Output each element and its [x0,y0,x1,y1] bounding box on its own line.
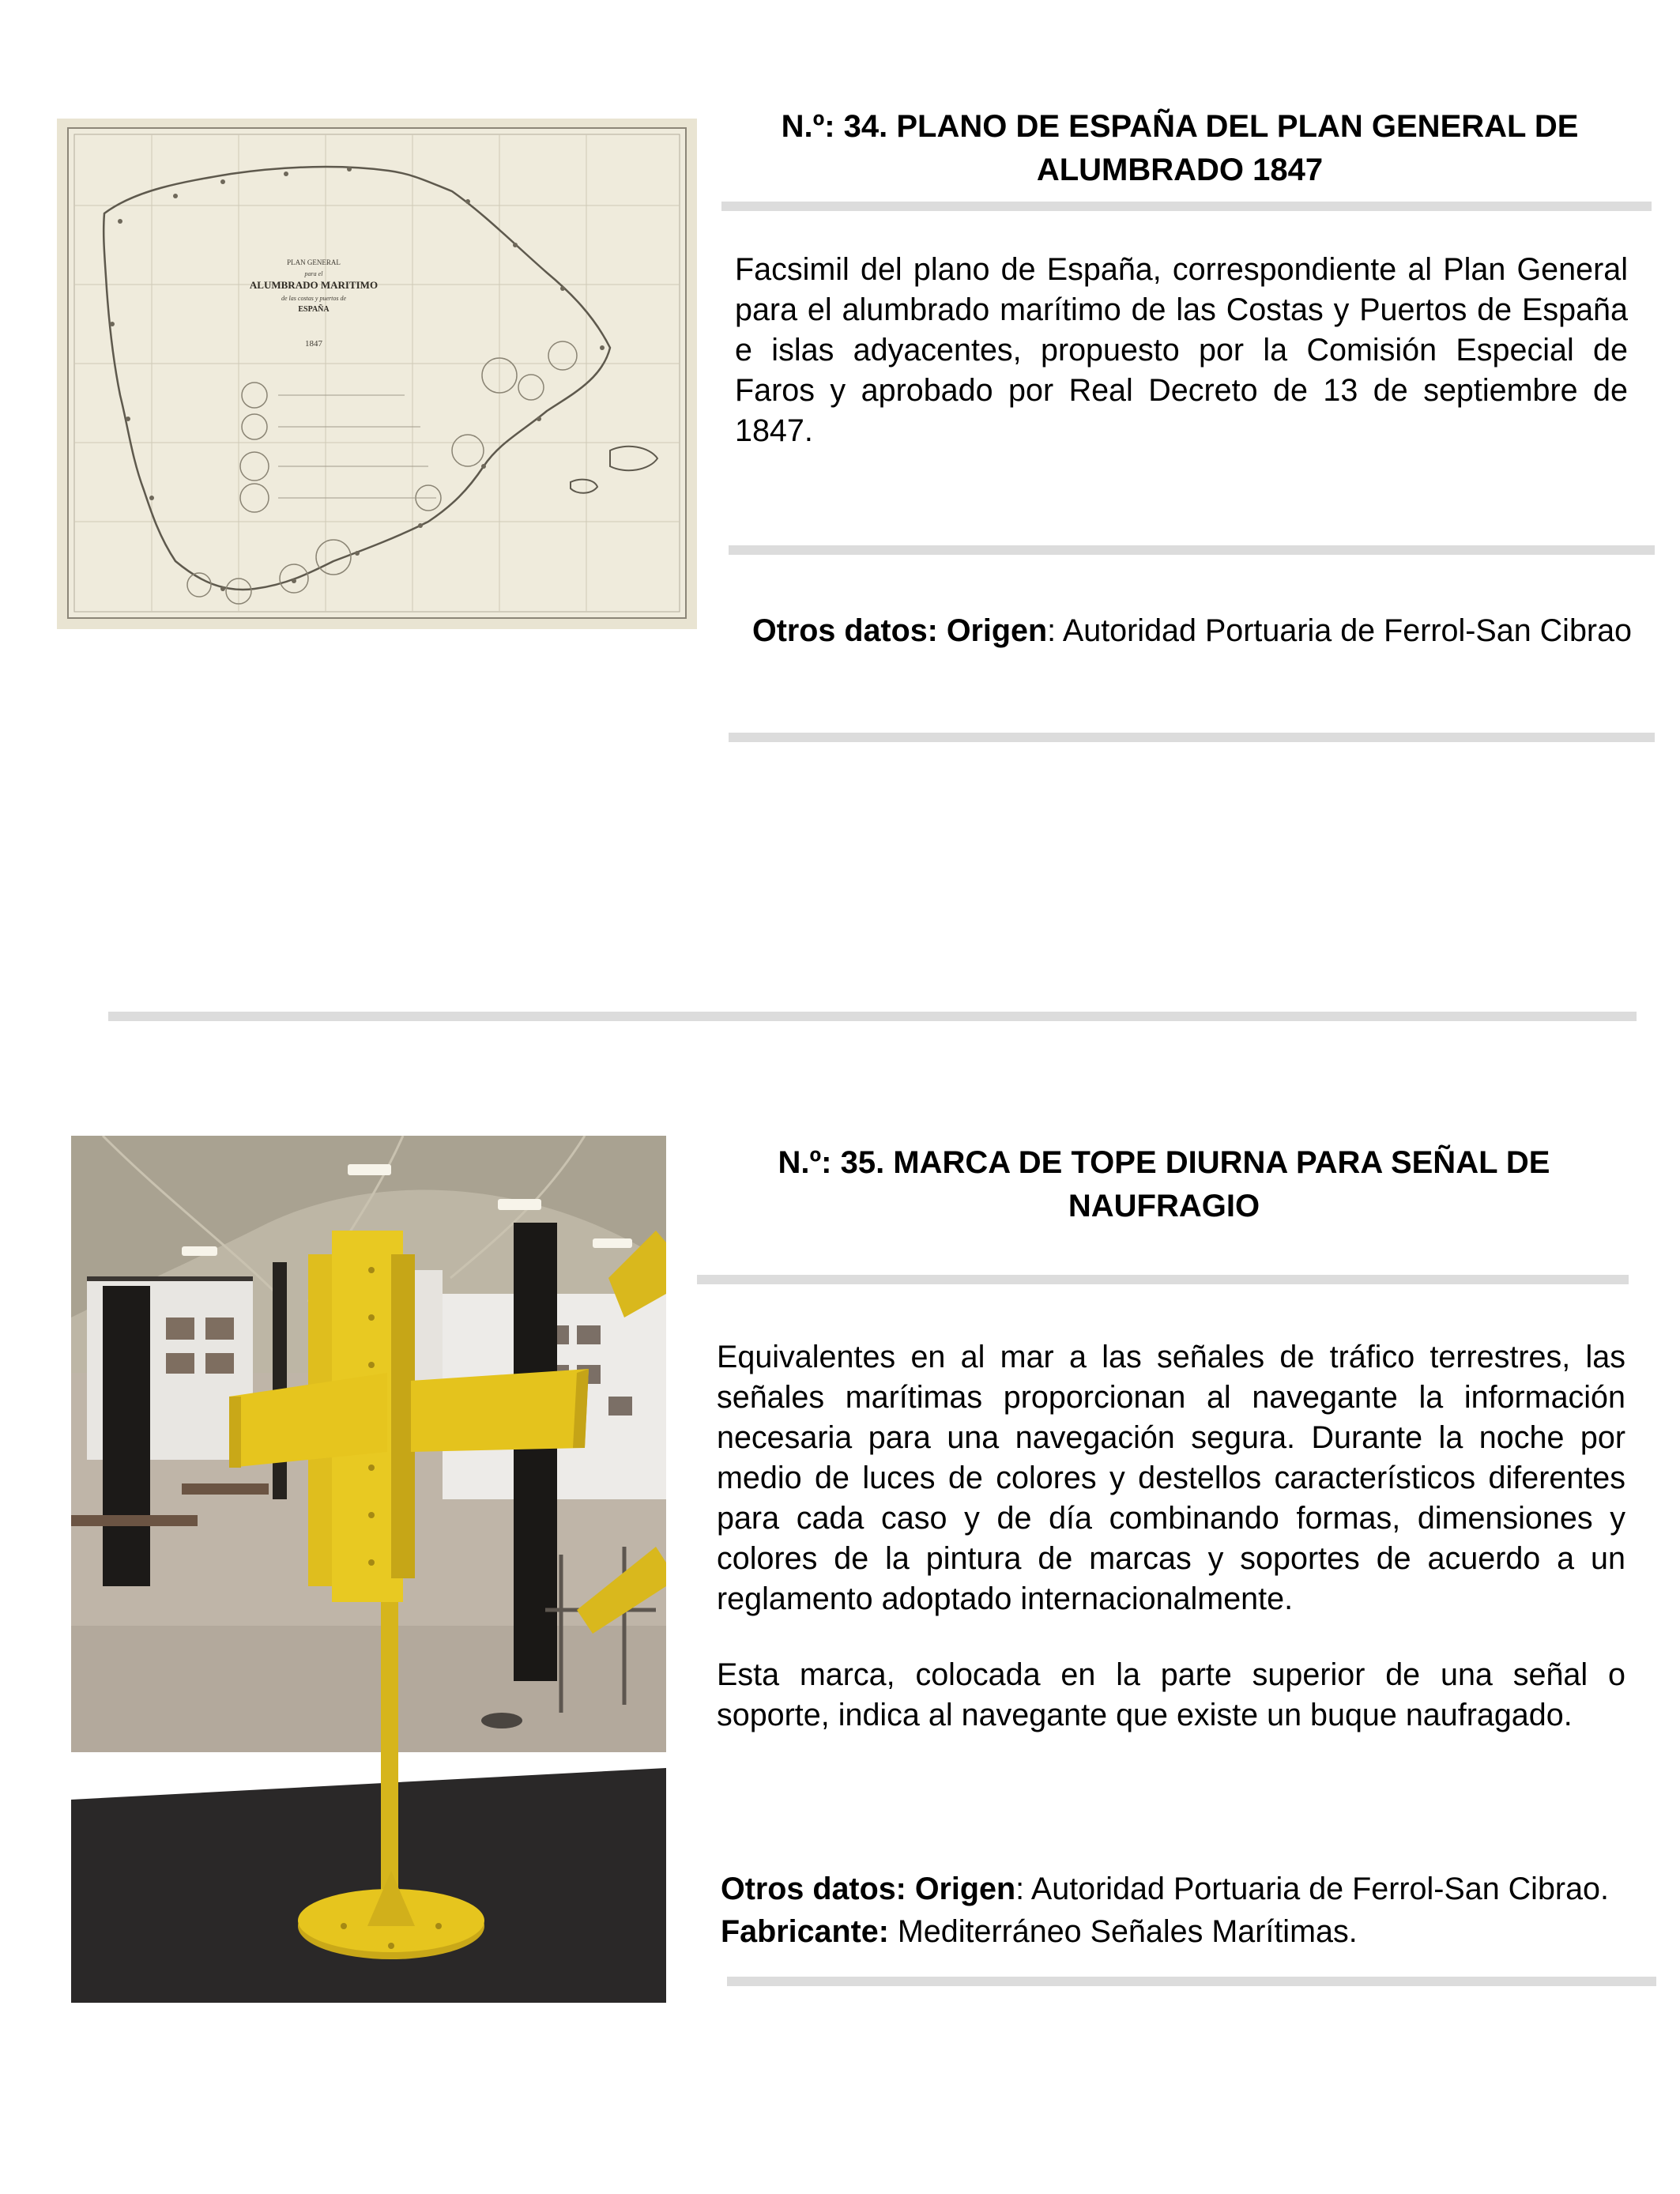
divider [721,202,1652,211]
origin-value: : Autoridad Portuaria de Ferrol-San Cibrao. [1015,1872,1609,1906]
map-image [57,119,697,629]
divider [729,545,1655,555]
origin-value: : Autoridad Portuaria de Ferrol-San Cibrao [1047,613,1633,648]
divider [697,1275,1629,1284]
item35-title [695,1141,1633,1228]
item35-other-data [721,1868,1629,1953]
other-data-label: Otros datos: [752,613,938,648]
item34-description: Facsimil del plano de España, correspondiente al Plan General para el alumbrado marítimo de las Costas y Puertos de España e islas adyacentes, propuesto por la Comisión Especial de Faros y aprobado por Real Decreto de 13 de septiembre de 1847. [735,252,1628,448]
item35-title-line1: N.º: 35. MARCA DE TOPE DIURNA PARA SEÑAL DE [778,1145,1550,1180]
map-cartouche-line2: para el [304,270,323,277]
maker-label: Fabricante: [721,1914,889,1949]
map-cartouche-line5: ESPAÑA [298,305,330,314]
divider [729,733,1655,742]
map-cartouche-line3: ALUMBRADO MARITIMO [249,279,379,291]
item34-other-data [752,610,1633,651]
origin-label: Origen [946,613,1048,648]
other-data-label: Otros datos: [721,1872,906,1906]
item35-title-line2: NAUFRAGIO [1068,1189,1260,1223]
item35-description [717,1337,1625,1736]
daymark-photo [71,1136,666,2003]
item34-title-line2: ALUMBRADO 1847 [1036,153,1324,187]
item35-paragraph-1: Equivalentes en al mar a las señales de tráfico terrestres, las señales marítimas proporcionan al navegante la información necesaria para una navegación segura. Durante la noche por medio de luces de colores y destellos característicos diferentes para cada caso y de día combinando formas, dimensiones y colores de la pintura de marcas y soportes de acuerdo a un reglamento adoptado internacionalmente. [717,1340,1625,1616]
map-cartouche-line1: PLAN GENERAL [287,258,341,266]
item34-title-line1: N.º: 34. PLANO DE ESPAÑA DEL PLAN GENERAL DE [781,109,1579,144]
divider [727,1977,1656,1986]
maker-value: Mediterráneo Señales Marítimas. [888,1914,1358,1949]
map-cartouche-line4: de las costas y puertos de [281,295,346,302]
origin-label: Origen [914,1872,1016,1906]
map-cartouche-line6: 1847 [305,339,322,349]
item34-title [727,105,1633,192]
item35-paragraph-2: Esta marca, colocada en la parte superior de una señal o soporte, indica al navegante que existe un buque naufragado. [717,1657,1625,1732]
section-divider [108,1012,1637,1021]
